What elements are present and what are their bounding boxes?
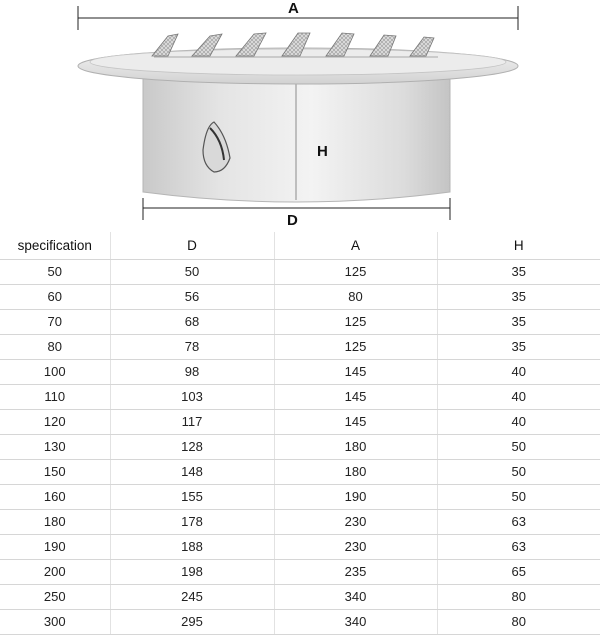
cell-d: 103: [110, 385, 274, 410]
cell-h: 50: [437, 435, 600, 460]
table-header-row: [0, 232, 600, 260]
cell-specification: 110: [0, 385, 110, 410]
cell-h: 50: [437, 485, 600, 510]
cell-a: 125: [274, 260, 437, 285]
table-body: [0, 260, 600, 635]
cell-d: 117: [110, 410, 274, 435]
cell-specification: 130: [0, 435, 110, 460]
table-row: [0, 260, 600, 285]
cell-a: 180: [274, 435, 437, 460]
cell-h: 40: [437, 385, 600, 410]
cell-specification: 250: [0, 585, 110, 610]
cell-h: 35: [437, 310, 600, 335]
round-vent-illustration: [0, 0, 600, 232]
cell-h: 40: [437, 410, 600, 435]
cell-d: 198: [110, 560, 274, 585]
specification-table: [0, 232, 600, 635]
table-row: [0, 335, 600, 360]
cell-specification: 60: [0, 285, 110, 310]
cell-d: 50: [110, 260, 274, 285]
header-h: H: [437, 232, 600, 260]
dimension-h-label: H: [317, 143, 328, 160]
cell-d: 98: [110, 360, 274, 385]
table-row: [0, 560, 600, 585]
cell-d: 245: [110, 585, 274, 610]
cell-specification: 70: [0, 310, 110, 335]
cell-a: 180: [274, 460, 437, 485]
cell-h: 63: [437, 510, 600, 535]
cell-specification: 180: [0, 510, 110, 535]
dimension-a-label: A: [288, 0, 299, 17]
cell-d: 155: [110, 485, 274, 510]
cell-a: 230: [274, 510, 437, 535]
dimension-d-label: D: [287, 212, 298, 229]
cell-a: 230: [274, 535, 437, 560]
table-row: [0, 485, 600, 510]
table-row: [0, 410, 600, 435]
cell-h: 50: [437, 460, 600, 485]
cell-h: 35: [437, 335, 600, 360]
cell-specification: 190: [0, 535, 110, 560]
cell-d: 68: [110, 310, 274, 335]
cell-a: 125: [274, 310, 437, 335]
table-row: [0, 360, 600, 385]
table-row: [0, 310, 600, 335]
product-drawing: [0, 0, 600, 232]
cell-h: 35: [437, 285, 600, 310]
header-specification: specification: [0, 232, 110, 260]
cell-h: 65: [437, 560, 600, 585]
table-row: [0, 610, 600, 635]
cell-d: 148: [110, 460, 274, 485]
cell-a: 145: [274, 360, 437, 385]
cell-specification: 120: [0, 410, 110, 435]
cell-a: 190: [274, 485, 437, 510]
cell-h: 40: [437, 360, 600, 385]
cell-specification: 80: [0, 335, 110, 360]
cell-a: 145: [274, 385, 437, 410]
table-row: [0, 535, 600, 560]
cell-specification: 300: [0, 610, 110, 635]
cell-d: 78: [110, 335, 274, 360]
cell-specification: 150: [0, 460, 110, 485]
cell-h: 35: [437, 260, 600, 285]
table-row: [0, 435, 600, 460]
cell-d: 295: [110, 610, 274, 635]
cell-h: 80: [437, 610, 600, 635]
cell-a: 80: [274, 285, 437, 310]
header-a: A: [274, 232, 437, 260]
table-row: [0, 285, 600, 310]
table-row: [0, 385, 600, 410]
cell-specification: 200: [0, 560, 110, 585]
cell-d: 178: [110, 510, 274, 535]
cell-specification: 160: [0, 485, 110, 510]
cell-a: 145: [274, 410, 437, 435]
cell-a: 235: [274, 560, 437, 585]
cell-specification: 50: [0, 260, 110, 285]
cell-a: 340: [274, 585, 437, 610]
cell-d: 56: [110, 285, 274, 310]
header-d: D: [110, 232, 274, 260]
cell-a: 125: [274, 335, 437, 360]
cell-a: 340: [274, 610, 437, 635]
cell-d: 128: [110, 435, 274, 460]
table-row: [0, 460, 600, 485]
cell-specification: 100: [0, 360, 110, 385]
cell-h: 80: [437, 585, 600, 610]
table-row: [0, 510, 600, 535]
cell-h: 63: [437, 535, 600, 560]
table-row: [0, 585, 600, 610]
cell-d: 188: [110, 535, 274, 560]
